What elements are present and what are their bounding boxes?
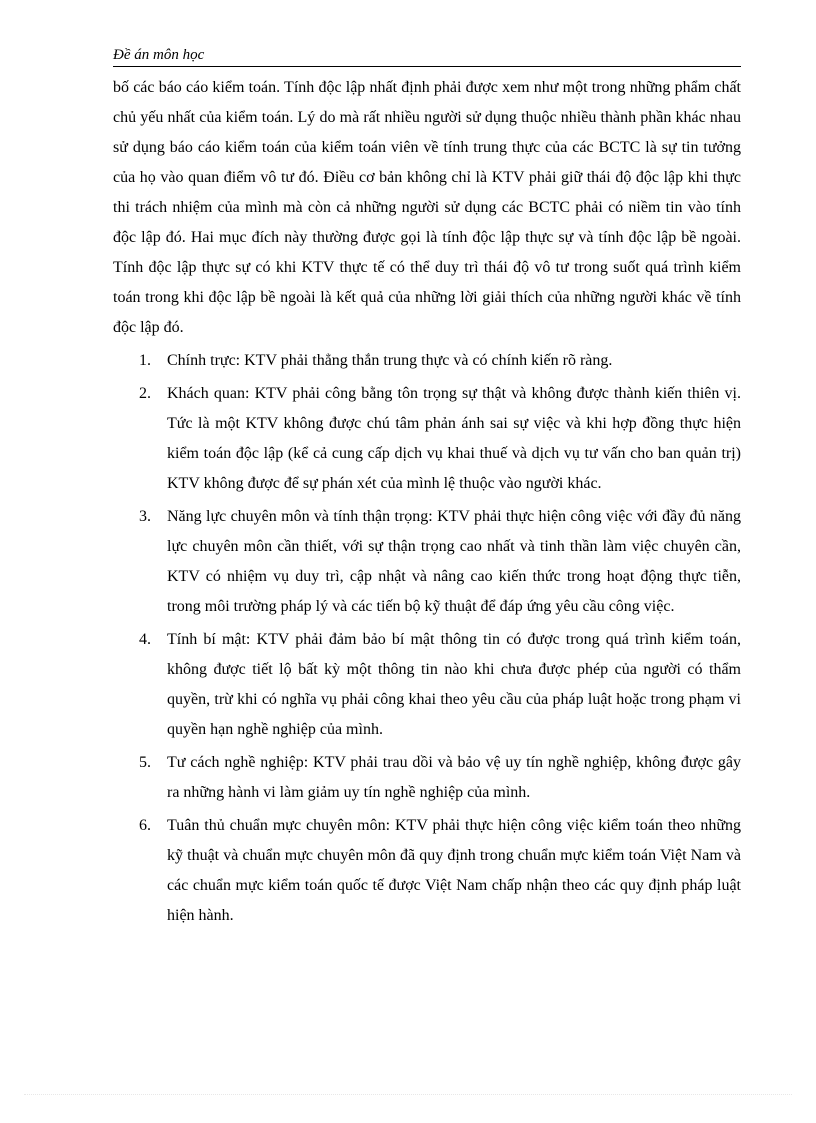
list-item-number: 5. (139, 754, 151, 771)
list-item-text: Chính trực: KTV phải thẳng thắn trung thực và có chính kiến rõ ràng. (167, 352, 613, 369)
principles-list (113, 346, 741, 931)
list-item-text: Tính bí mật: KTV phải đảm bảo bí mật thông tin có được trong quá trình kiểm toán, không được tiết lộ bất kỳ một thông tin nào khi chưa được phép của người có thẩm quyền, trừ khi có nghĩa vụ phải công khai theo yêu cầu của pháp luật hoặc trong phạm vi quyền hạn nghề nghiệp của mình. (167, 631, 741, 738)
list-item-number: 4. (139, 631, 151, 648)
page-bottom-divider (24, 1094, 792, 1095)
list-item (113, 379, 741, 499)
list-item (113, 811, 741, 931)
list-item (113, 346, 741, 376)
list-item (113, 502, 741, 622)
page-header (113, 46, 741, 67)
list-item-number: 3. (139, 508, 151, 525)
list-item-text: Khách quan: KTV phải công bằng tôn trọng sự thật và không được thành kiến thiên vị. Tức là một KTV không được chú tâm phản ánh sai sự việc và khi hợp đồng thực hiện kiểm toán độc lập (kể cả cung cấp dịch vụ khai thuế và dịch vụ tư vấn cho ban quản trị) KTV không được để sự phán xét của mình lệ thuộc vào người khác. (167, 385, 741, 492)
document-body (113, 73, 741, 931)
intro-paragraph: bố các báo cáo kiểm toán. Tính độc lập nhất định phải được xem như một trong những phẩm chất chủ yếu nhất của kiểm toán. Lý do mà rất nhiều người sử dụng thuộc nhiều thành phần khác nhau sử dụng báo cáo kiểm toán của kiểm toán viên về tính trung thực của các BCTC là sự tin tưởng của họ vào quan điểm vô tư đó. Điều cơ bản không chỉ là KTV phải giữ thái độ độc lập khi thực thi trách nhiệm của mình mà còn cả những người sử dụng các BCTC phải có niềm tin vào tính độc lập đó. Hai mục đích này thường được gọi là tính độc lập thực sự và tính độc lập bề ngoài. Tính độc lập thực sự có khi KTV thực tế có thể duy trì thái độ vô tư trong suốt quá trình kiểm toán trong khi độc lập bề ngoài là kết quả của những lời giải thích của những người khác về tính độc lập đó. (113, 79, 741, 336)
list-item-number: 1. (139, 352, 151, 369)
list-item-number: 6. (139, 817, 151, 834)
list-item (113, 748, 741, 808)
list-item-text: Tuân thủ chuẩn mực chuyên môn: KTV phải thực hiện công việc kiểm toán theo những kỹ thuật và chuẩn mực chuyên môn đã quy định trong chuẩn mực kiểm toán Việt Nam và các chuẩn mực kiểm toán quốc tế được Việt Nam chấp nhận theo các quy định pháp luật hiện hành. (167, 817, 741, 924)
list-item-text: Tư cách nghề nghiệp: KTV phải trau dồi và bảo vệ uy tín nghề nghiệp, không được gây ra những hành vi làm giảm uy tín nghề nghiệp của mình. (167, 754, 741, 801)
header-title: Đề án môn học (113, 47, 205, 63)
list-item-text: Năng lực chuyên môn và tính thận trọng: KTV phải thực hiện công việc với đầy đủ năng lực chuyên môn cần thiết, với sự thận trọng cao nhất và tinh thần làm việc chuyên cần, KTV có nhiệm vụ duy trì, cập nhật và nâng cao kiến thức trong hoạt động thực tiễn, trong môi trường pháp lý và các tiến bộ kỹ thuật để đáp ứng yêu cầu công việc. (167, 508, 741, 615)
list-item (113, 625, 741, 745)
list-item-number: 2. (139, 385, 151, 402)
